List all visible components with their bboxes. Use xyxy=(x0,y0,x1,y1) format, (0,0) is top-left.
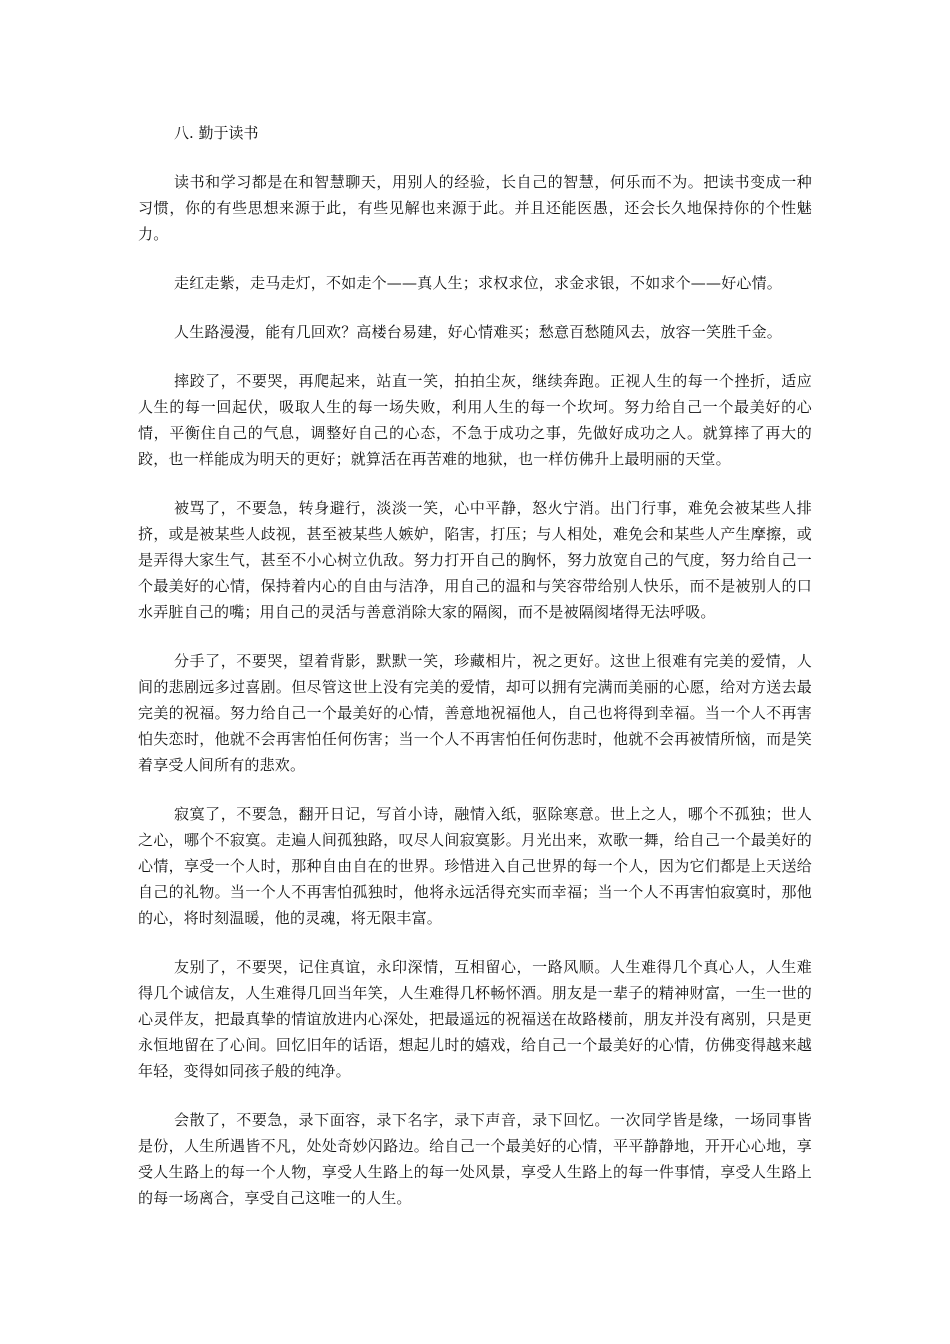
paragraph-reading: 读书和学习都是在和智慧聊天，用别人的经验，长自己的智慧，何乐而不为。把读书变成一种习惯，你的有些思想来源于此，有些见解也来源于此。并且还能医愚，还会长久地保持你的个性魅力。 xyxy=(138,173,812,243)
paragraph-friends-part: 友别了，不要哭，记住真谊，永印深情，互相留心，一路风顺。人生难得几个真心人，人生难得几个诚信友，人生难得几回当年笑，人生难得几杯畅怀酒。朋友是一辈子的精神财富，一生一世的心灵伴友，把最真挚的情谊放进内心深处，把最遥远的祝福送在故路楼前，朋友并没有离别，只是更永恒地留在了心间。回忆旧年的话语，想起儿时的嬉戏，给自己一个最美好的心情，仿佛变得越来越年轻，变得如同孩子般的纯净。 xyxy=(138,958,812,1080)
document-page xyxy=(138,120,812,1234)
paragraph-breakup: 分手了，不要哭，望着背影，默默一笑，珍藏相片，祝之更好。这世上很难有完美的爱情，人间的悲剧远多过喜剧。但尽管这世上没有完美的爱情，却可以拥有完满而美丽的心愿，给对方送去最完美的祝福。努力给自己一个最美好的心情，善意地祝福他人，自己也将得到幸福。当一个人不再害怕失恋时，他就不会再害怕任何伤害；当一个人不再害怕任何伤悲时，他就不会再被情所恼，而是笑着享受人间所有的悲欢。 xyxy=(138,652,812,774)
paragraph-fall-down: 摔跤了，不要哭，再爬起来，站直一笑，拍拍尘灰，继续奔跑。正视人生的每一个挫折，适应人生的每一回起伏，吸取人生的每一场失败，利用人生的每一个坎坷。努力给自己一个最美好的心情，平衡住自己的气息，调整好自己的心态，不急于成功之事，先做好成功之人。就算摔了再大的跤，也一样能成为明天的更好；就算活在再苦难的地狱，也一样仿佛升上最明丽的天堂。 xyxy=(138,372,812,468)
paragraph-lonely: 寂寞了，不要急，翻开日记，写首小诗，融情入纸，驱除寒意。世上之人，哪个不孤独；世人之心，哪个不寂寞。走遍人间孤独路，叹尽人间寂寞影。月光出来，欢歌一舞，给自己一个最美好的心情，享受一个人时，那种自由自在的世界。珍惜进入自己世界的每一个人，因为它们都是上天送给自己的礼物。当一个人不再害怕孤独时，他将永远活得充实而幸福；当一个人不再害怕寂寞时，那他的心，将时刻温暖，他的灵魂，将无限丰富。 xyxy=(138,805,812,927)
paragraph-life-road: 人生路漫漫，能有几回欢？高楼台易建，好心情难买；愁意百愁随风去，放容一笑胜千金。 xyxy=(174,323,783,341)
paragraph-good-mood: 走红走紫，走马走灯，不如走个——真人生；求权求位，求金求银，不如求个——好心情。 xyxy=(174,274,783,292)
section-heading: 八. 勤于读书 xyxy=(174,124,259,142)
paragraph-gathering-ends: 会散了，不要急，录下面容，录下名字，录下声音，录下回忆。一次同学皆是缘，一场同事皆是份，人生所遇皆不凡，处处奇妙闪路边。给自己一个最美好的心情，平平静静地，开开心心地，享受人生路上的每一个人物，享受人生路上的每一处风景，享受人生路上的每一件事情，享受人生路上的每一场离合，享受自己这唯一的人生。 xyxy=(138,1111,812,1207)
paragraph-scolded: 被骂了，不要急，转身避行，淡淡一笑，心中平静，怒火宁消。出门行事，难免会被某些人排挤，或是被某些人歧视，甚至被某些人嫉妒，陷害，打压；与人相处，难免会和某些人产生摩擦，或是弄得大家生气，甚至不小心树立仇敌。努力打开自己的胸怀，努力放宽自己的气度，努力给自己一个最美好的心情，保持着内心的自由与洁净，用自己的温和与笑容带给别人快乐，而不是被别人的口水弄脏自己的嘴；用自己的灵活与善意消除大家的隔阂，而不是被隔阂堵得无法呼吸。 xyxy=(138,499,812,621)
